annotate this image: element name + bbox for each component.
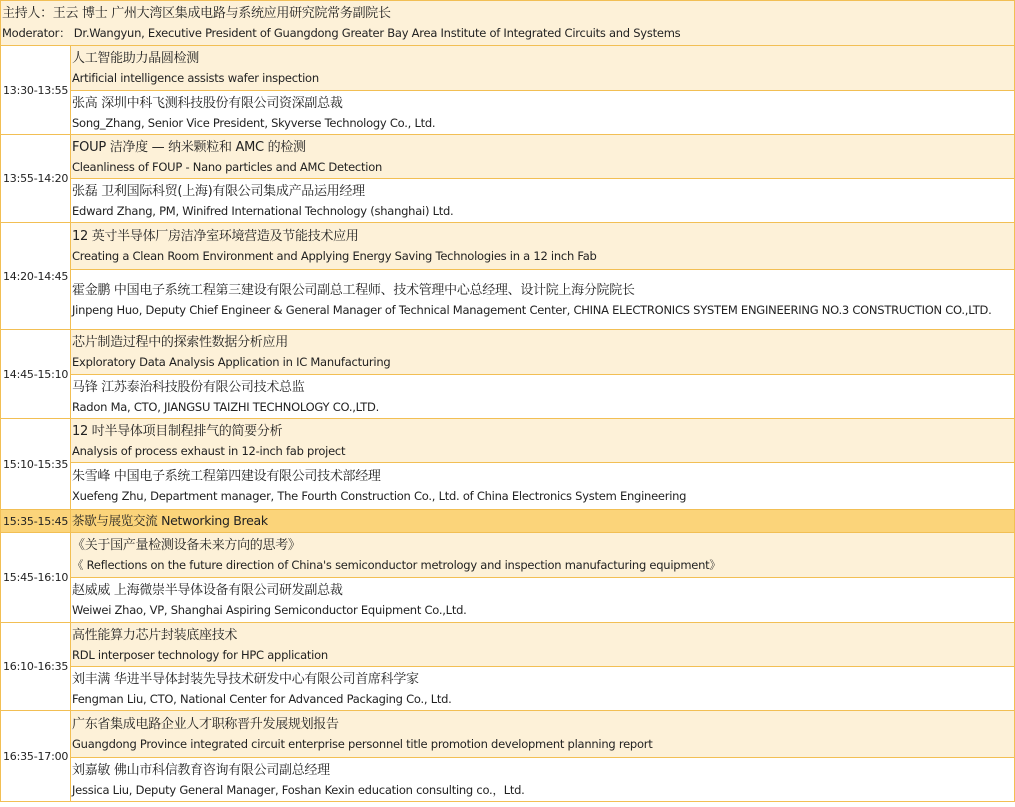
topic-zh: 高性能算力芯片封装底座技术 xyxy=(72,627,238,643)
session-speaker-row xyxy=(1,91,1015,135)
session-topic-row xyxy=(1,533,1015,578)
session-topic-row xyxy=(1,330,1015,375)
session-speaker-row xyxy=(1,463,1015,510)
session-topic xyxy=(71,623,1015,667)
moderator-en: Moderator： Dr.Wangyun, Executive President of Guangdong Greater Bay Area Institute of Integrated Circuits and Systems xyxy=(2,26,681,40)
session-topic xyxy=(71,533,1015,578)
session-speaker-row xyxy=(1,578,1015,623)
speaker-zh: 刘嘉敏 佛山市科信教育咨询有限公司副总经理 xyxy=(72,762,330,778)
session-speaker-row xyxy=(1,270,1015,330)
session-topic xyxy=(71,46,1015,91)
session-time: 14:45-15:10 xyxy=(1,330,71,419)
topic-zh: 广东省集成电路企业人才职称晋升发展规划报告 xyxy=(72,717,339,732)
topic-zh: FOUP 洁净度 — 纳米颗粒和 AMC 的检测 xyxy=(72,139,306,155)
session-time: 13:30-13:55 xyxy=(1,46,71,135)
speaker-zh: 朱雪峰 中国电子系统工程第四建设有限公司技术部经理 xyxy=(72,469,381,484)
speaker-en: Weiwei Zhao, VP, Shanghai Aspiring Semiconductor Equipment Co.,Ltd. xyxy=(72,603,467,617)
session-speaker xyxy=(71,179,1015,223)
topic-en: Creating a Clean Room Environment and Applying Energy Saving Technologies in a 12 inch Fab xyxy=(72,249,597,263)
session-speaker xyxy=(71,375,1015,419)
topic-en: Analysis of process exhaust in 12-inch fab project xyxy=(72,443,346,458)
session-speaker xyxy=(71,758,1015,802)
topic-zh: 12 吋半导体项目制程排气的简要分析 xyxy=(72,423,283,439)
topic-zh: 12 英寸半导体厂房洁净室环境营造及节能技术应用 xyxy=(72,229,359,244)
topic-en: Guangdong Province integrated circuit enterprise personnel title promotion development planning report xyxy=(72,737,653,751)
speaker-en: Xuefeng Zhu, Department manager, The Fourth Construction Co., Ltd. of China Electronics System Engineering xyxy=(72,489,687,503)
session-topic-row xyxy=(1,623,1015,667)
topic-en: Artificial intelligence assists wafer inspection xyxy=(72,71,319,85)
topic-zh: 芯片制造过程中的探索性数据分析应用 xyxy=(72,335,288,350)
session-speaker xyxy=(71,578,1015,623)
speaker-en: Edward Zhang, PM, Winifred International Technology (shanghai) Ltd. xyxy=(72,203,454,218)
moderator-cell xyxy=(1,1,1015,46)
moderator-zh: 主持人：王云 博士 广州大湾区集成电路与系统应用研究院常务副院长 xyxy=(2,6,391,21)
session-topic-row xyxy=(1,46,1015,91)
session-topic-row xyxy=(1,223,1015,270)
session-topic-row xyxy=(1,135,1015,179)
session-speaker-row xyxy=(1,179,1015,223)
session-speaker xyxy=(71,91,1015,135)
speaker-en: Song_Zhang, Senior Vice President, Skyverse Technology Co., Ltd. xyxy=(72,115,436,130)
topic-en: Exploratory Data Analysis Application in IC Manufacturing xyxy=(72,355,391,369)
session-time: 16:10-16:35 xyxy=(1,623,71,711)
speaker-zh: 马锋 江苏泰治科技股份有限公司技术总监 xyxy=(72,379,305,395)
session-time: 13:55-14:20 xyxy=(1,135,71,223)
session-time: 14:20-14:45 xyxy=(1,223,71,330)
speaker-zh: 刘丰满 华进半导体封装先导技术研发中心有限公司首席科学家 xyxy=(72,671,419,687)
moderator-row xyxy=(1,1,1015,46)
break-cell xyxy=(71,510,1015,533)
session-topic xyxy=(71,711,1015,758)
break-time: 15:35-15:45 xyxy=(1,510,71,533)
speaker-en: Jinpeng Huo, Deputy Chief Engineer & General Manager of Technical Management Center, CHINA ELECTRONICS SYSTEM ENGINEERING NO.3 CONSTRUCTION CO.,LTD. xyxy=(72,302,992,317)
speaker-zh: 赵威威 上海微崇半导体设备有限公司研发副总裁 xyxy=(72,583,343,598)
session-time: 16:35-17:00 xyxy=(1,711,71,802)
session-topic-row xyxy=(1,419,1015,463)
session-topic xyxy=(71,419,1015,463)
speaker-zh: 张磊 卫利国际科贸(上海)有限公司集成产品运用经理 xyxy=(72,183,365,199)
session-speaker xyxy=(71,463,1015,510)
topic-en: RDL interposer technology for HPC application xyxy=(72,647,328,662)
speaker-zh: 张高 深圳中科飞测科技股份有限公司资深副总裁 xyxy=(72,95,343,111)
session-topic xyxy=(71,135,1015,179)
session-time: 15:10-15:35 xyxy=(1,419,71,510)
session-speaker-row xyxy=(1,375,1015,419)
session-topic xyxy=(71,223,1015,270)
speaker-en: Radon Ma, CTO, JIANGSU TAIZHI TECHNOLOGY CO.,LTD. xyxy=(72,399,379,414)
topic-en: 《 Reflections on the future direction of China's semiconductor metrology and inspection manufacturing equipment》 xyxy=(72,558,721,572)
topic-zh: 人工智能助力晶圆检测 xyxy=(72,51,200,66)
session-topic xyxy=(71,330,1015,375)
session-speaker xyxy=(71,667,1015,711)
session-speaker xyxy=(71,270,1015,330)
break-row xyxy=(1,510,1015,533)
topic-en: Cleanliness of FOUP - Nano particles and AMC Detection xyxy=(72,159,383,174)
session-topic-row xyxy=(1,711,1015,758)
topic-zh: 《关于国产量检测设备未来方向的思考》 xyxy=(72,538,301,553)
session-speaker-row xyxy=(1,758,1015,802)
speaker-en: Jessica Liu, Deputy General Manager, Foshan Kexin education consulting co.，Ltd. xyxy=(72,782,525,797)
speaker-zh: 霍金鹏 中国电子系统工程第三建设有限公司副总工程师、技术管理中心总经理、设计院上海分院院长 xyxy=(72,282,635,298)
break-label: 茶歇与展览交流 Networking Break xyxy=(72,513,268,528)
session-speaker-row xyxy=(1,667,1015,711)
session-time: 15:45-16:10 xyxy=(1,533,71,623)
speaker-en: Fengman Liu, CTO, National Center for Advanced Packaging Co., Ltd. xyxy=(72,691,452,706)
